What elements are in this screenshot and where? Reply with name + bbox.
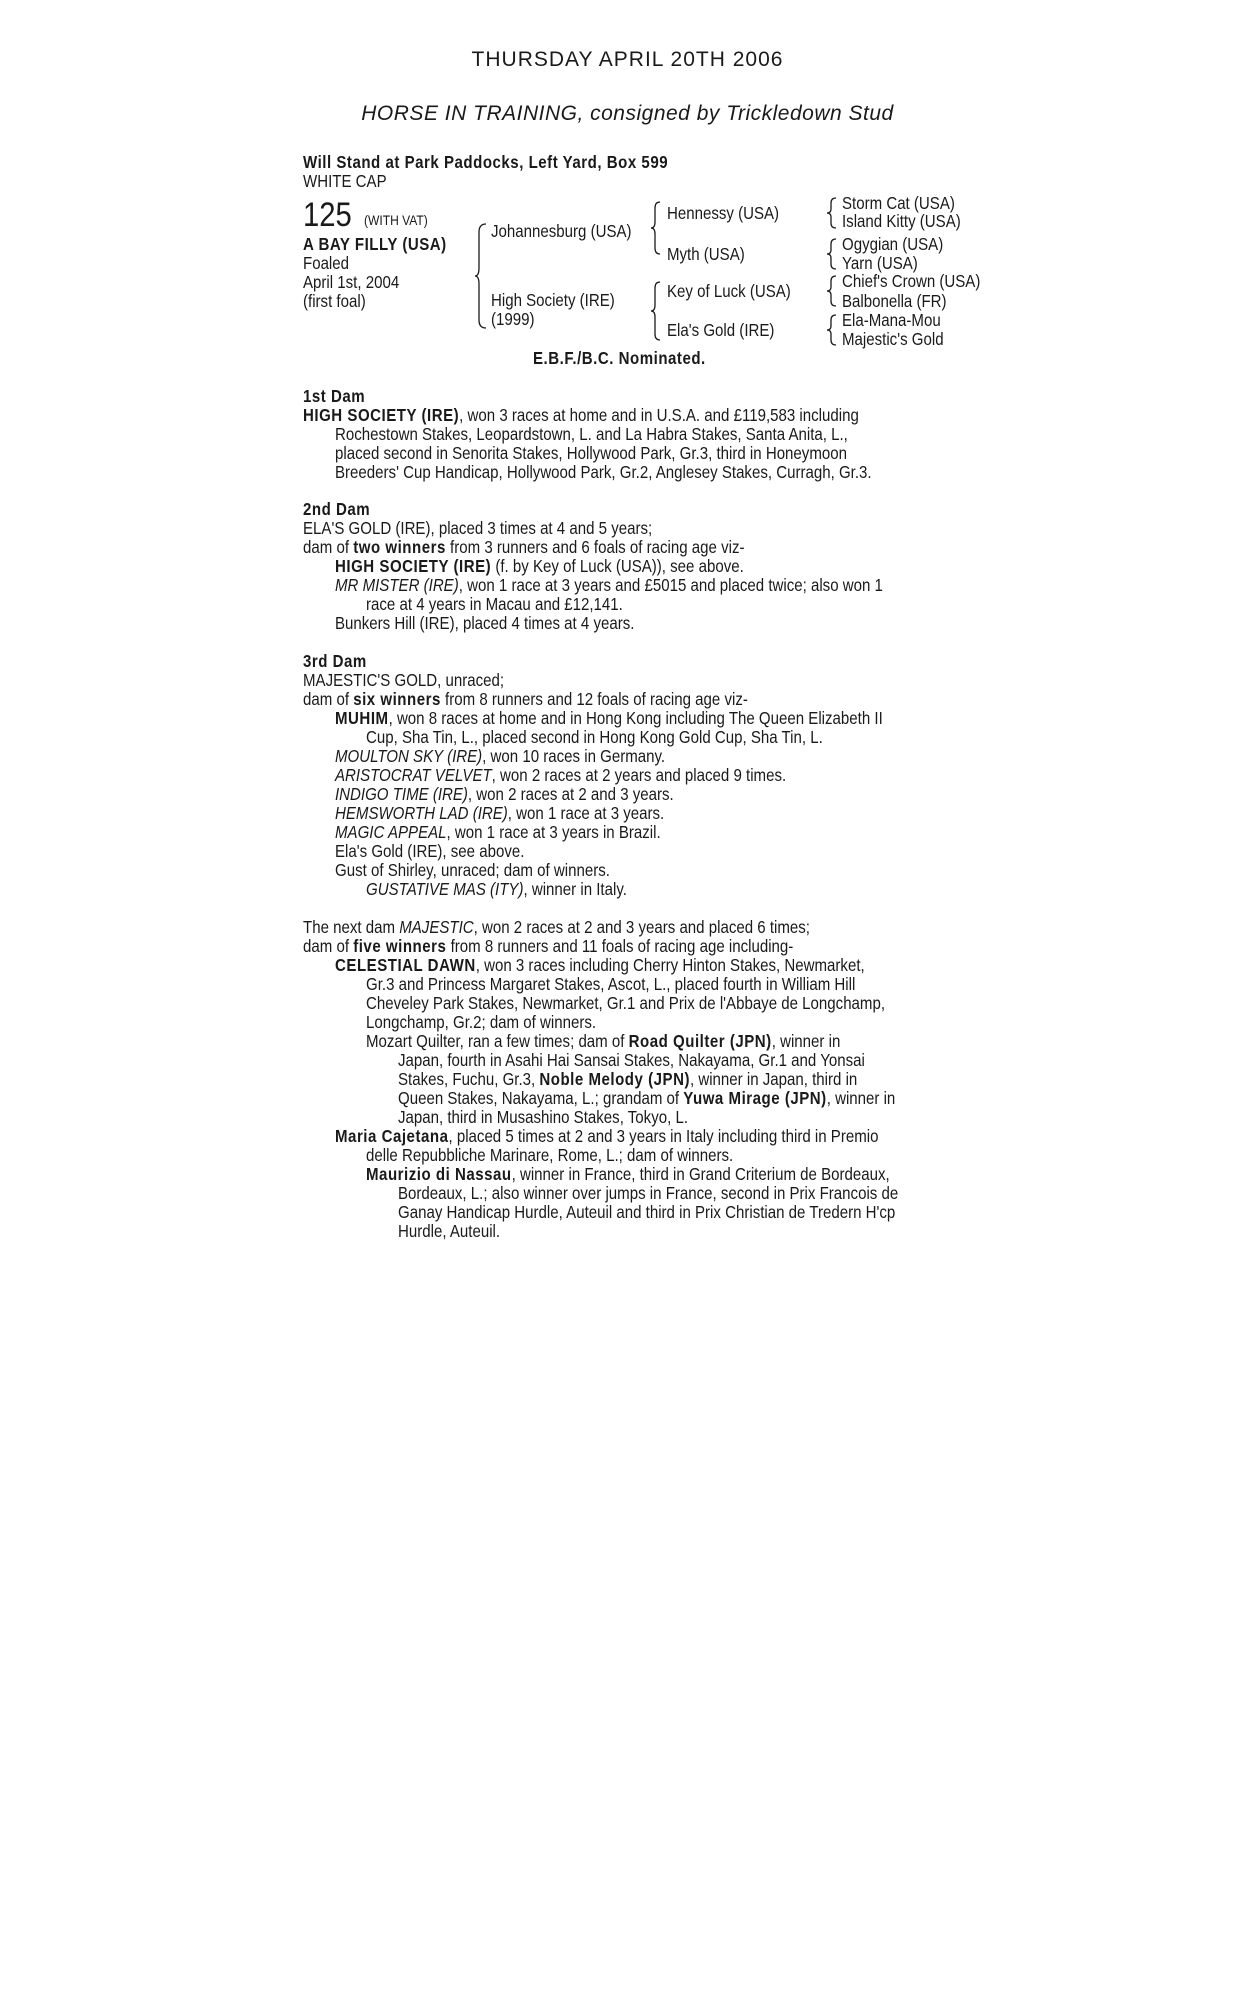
pedigree-g6: Balbonella (FR) [842,291,947,311]
third-dam-produce-indigo: INDIGO TIME (IRE), won 2 races at 2 and 3 years. [335,784,674,804]
next-dam-grandproduce-mozart-2: Japan, fourth in Asahi Hai Sansai Stakes, Nakayama, Gr.1 and Yonsai [398,1050,865,1070]
next-dam-produce-celestial-3: Cheveley Park Stakes, Newmarket, Gr.1 and Prix de l'Abbaye de Longchamp, [366,993,886,1013]
next-dam-grandproduce-maurizio-4: Hurdle, Auteuil. [398,1221,501,1241]
lot-location: Will Stand at Park Paddocks, Left Yard, Box 599 [303,152,669,172]
next-dam-produce-celestial-4: Longchamp, Gr.2; dam of winners. [366,1012,597,1032]
pedigree-g1: Storm Cat (USA) [842,193,955,213]
pedigree-dam-year: (1999) [491,309,535,329]
next-dam-grandproduce-maurizio: Maurizio di Nassau, winner in France, third in Grand Criterium de Bordeaux, [366,1164,890,1184]
next-dam-grandproduce-mozart: Mozart Quilter, ran a few times; dam of Road Quilter (JPN), winner in [366,1031,841,1051]
lot-description: A BAY FILLY (USA) [303,234,447,254]
consignment-title: HORSE IN TRAINING, consigned by Trickledown Stud [361,102,894,125]
second-dam-heading: 2nd Dam [303,499,371,519]
pedigree-sire-sire: Hennessy (USA) [667,203,780,223]
third-dam-produce-muhim-cont: Cup, Sha Tin, L., placed second in Hong Kong Gold Cup, Sha Tin, L. [366,727,823,747]
first-dam-line-3: placed second in Senorita Stakes, Hollywood Park, Gr.3, third in Honeymoon [335,443,847,463]
second-dam-produce-1: HIGH SOCIETY (IRE) (f. by Key of Luck (USA)), see above. [335,556,744,576]
lot-number: 125 [303,196,352,234]
pedigree-g3: Ogygian (USA) [842,234,944,254]
pedigree-g7: Ela-Mana-Mou [842,310,941,330]
brace-sire-line [650,200,662,256]
brace-dam-line [650,280,662,342]
third-dam-produce-moulton: MOULTON SKY (IRE), won 10 races in Germany. [335,746,666,766]
brace-g2 [826,237,838,271]
first-dam-heading: 1st Dam [303,386,366,406]
first-dam-line-2: Rochestown Stakes, Leopardstown, L. and La Habra Stakes, Santa Anita, L., [335,424,848,444]
second-dam-produce-3: Bunkers Hill (IRE), placed 4 times at 4 years. [335,613,635,633]
next-dam-grandproduce-mozart-4: Queen Stakes, Nakayama, L.; grandam of Yuwa Mirage (JPN), winner in [398,1088,896,1108]
next-dam-grandproduce-maurizio-2: Bordeaux, L.; also winner over jumps in France, second in Prix Francois de [398,1183,899,1203]
next-dam-line-1: The next dam MAJESTIC, won 2 races at 2 and 3 years and placed 6 times; [303,917,810,937]
third-dam-line-2: dam of six winners from 8 runners and 12 foals of racing age viz- [303,689,748,709]
brace-g1 [826,196,838,230]
second-dam-line-2: dam of two winners from 3 runners and 6 foals of racing age viz- [303,537,745,557]
pedigree-sire: Johannesburg (USA) [491,221,632,241]
foaled-label: Foaled [303,253,350,273]
next-dam-produce-maria: Maria Cajetana, placed 5 times at 2 and 3 years in Italy including third in Premio [335,1126,879,1146]
next-dam-grandproduce-maurizio-3: Ganay Handicap Hurdle, Auteuil and third in Prix Christian de Tredern H'cp [398,1202,896,1222]
second-dam-line-1: ELA'S GOLD (IRE), placed 3 times at 4 and 5 years; [303,518,653,538]
next-dam-line-2: dam of five winners from 8 runners and 11 foals of racing age including- [303,936,794,956]
nomination-note: E.B.F./B.C. Nominated. [533,348,706,368]
first-dam-line-4: Breeders' Cup Handicap, Hollywood Park, Gr.2, Anglesey Stakes, Curragh, Gr.3. [335,462,872,482]
sale-date: THURSDAY APRIL 20TH 2006 [471,48,784,71]
next-dam-grandproduce-mozart-3: Stakes, Fuchu, Gr.3, Noble Melody (JPN), winner in Japan, third in [398,1069,858,1089]
third-dam-produce-muhim: MUHIM, won 8 races at home and in Hong Kong including The Queen Elizabeth II [335,708,883,728]
second-dam-produce-2: MR MISTER (IRE), won 1 race at 3 years and £5015 and placed twice; also won 1 [335,575,883,595]
third-dam-produce-aristocrat: ARISTOCRAT VELVET, won 2 races at 2 years and placed 9 times. [335,765,787,785]
pedigree-dam-dam: Ela's Gold (IRE) [667,320,775,340]
pedigree-sire-dam: Myth (USA) [667,244,745,264]
pedigree-g8: Majestic's Gold [842,329,944,349]
third-dam-produce-elas-gold: Ela's Gold (IRE), see above. [335,841,525,861]
first-dam-line-1: HIGH SOCIETY (IRE), won 3 races at home and in U.S.A. and £119,583 including [303,405,859,425]
third-dam-produce-gust: Gust of Shirley, unraced; dam of winners. [335,860,610,880]
brace-g4 [826,313,838,347]
foaled-date: April 1st, 2004 [303,272,400,292]
pedigree-dam-sire: Key of Luck (USA) [667,281,791,301]
brace-parents [474,222,488,330]
next-dam-grandproduce-mozart-5: Japan, third in Musashino Stakes, Tokyo, L. [398,1107,689,1127]
pedigree-g2: Island Kitty (USA) [842,211,961,231]
pedigree-g5: Chief's Crown (USA) [842,271,981,291]
third-dam-heading: 3rd Dam [303,651,367,671]
third-dam-produce-hemsworth: HEMSWORTH LAD (IRE), won 1 race at 3 years. [335,803,665,823]
pedigree-g4: Yarn (USA) [842,253,918,273]
next-dam-produce-celestial: CELESTIAL DAWN, won 3 races including Cherry Hinton Stakes, Newmarket, [335,955,865,975]
third-dam-line-1: MAJESTIC'S GOLD, unraced; [303,670,505,690]
pedigree-dam: High Society (IRE) [491,290,615,310]
next-dam-produce-celestial-2: Gr.3 and Princess Margaret Stakes, Ascot, L., placed fourth in William Hill [366,974,856,994]
third-dam-produce-magic: MAGIC APPEAL, won 1 race at 3 years in Brazil. [335,822,661,842]
cap-colour: WHITE CAP [303,171,387,191]
foal-note: (first foal) [303,291,366,311]
second-dam-produce-2-cont: race at 4 years in Macau and £12,141. [366,594,623,614]
next-dam-produce-maria-2: delle Repubbliche Marinare, Rome, L.; dam of winners. [366,1145,734,1165]
vat-note: (WITH VAT) [364,212,428,228]
third-dam-grandproduce-gustative: GUSTATIVE MAS (ITY), winner in Italy. [366,879,627,899]
brace-g3 [826,274,838,308]
